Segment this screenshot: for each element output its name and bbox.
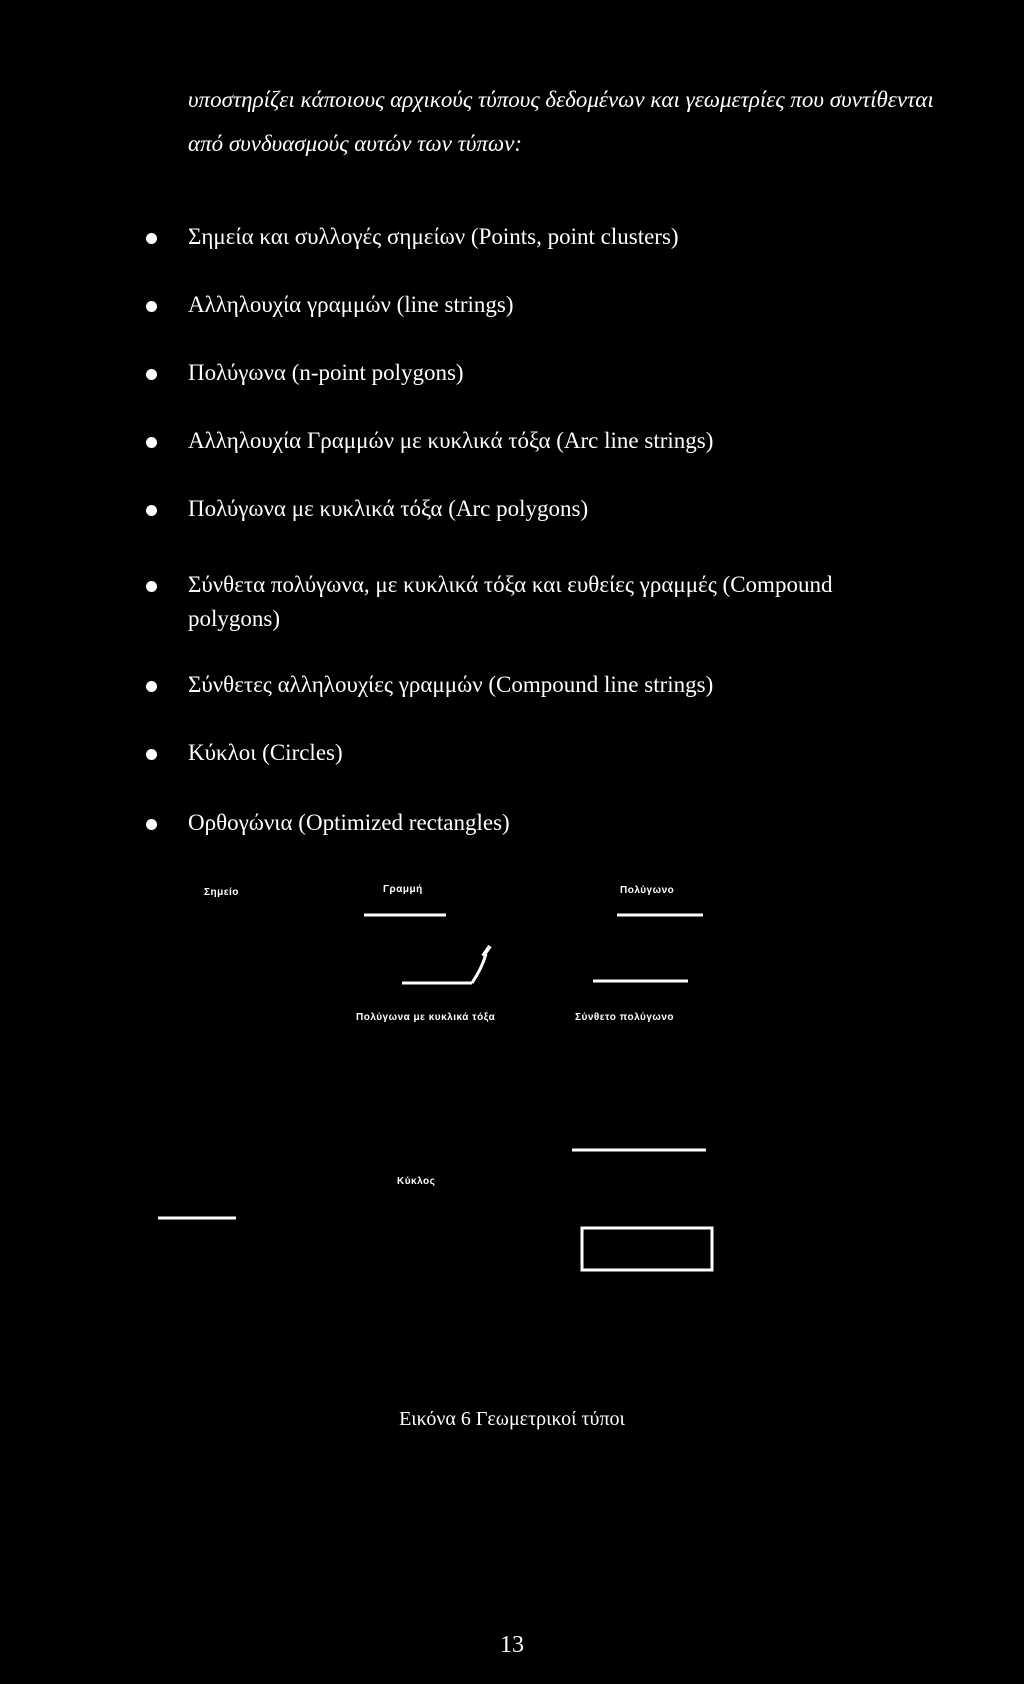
figure-caption: Εικόνα 6 Γεωμετρικοί τύποι [399, 1408, 625, 1430]
bullet-icon [146, 749, 157, 760]
geometry-figure [0, 880, 1024, 1280]
bullet-icon [146, 581, 157, 592]
label-point: Σημείο [204, 887, 239, 898]
bullet-icon [146, 681, 157, 692]
label-polygon: Πολύγωνο [620, 885, 675, 896]
bullet-icon [146, 437, 157, 448]
intro-paragraph: υποστηρίζει κάποιους αρχικούς τύπους δεδομένων και γεωμετρίες που συντίθενται από συνδυασμούς αυτών των τύπων: [188, 87, 934, 156]
bullet-icon [146, 233, 157, 244]
label-line: Γραμμή [383, 884, 423, 895]
bullet-icon [146, 369, 157, 380]
rectangle-shape [582, 1228, 712, 1270]
bullet-icon [146, 301, 157, 312]
label-circle: Κύκλος [397, 1176, 436, 1187]
label-compound-polygon: Σύνθετο πολύγωνο [575, 1012, 675, 1023]
bullet-icon [146, 505, 157, 516]
arc-line-shape [402, 946, 490, 983]
page-number: 13 [500, 1632, 524, 1658]
label-arc-polygon: Πολύγωνα με κυκλικά τόξα [356, 1012, 496, 1023]
bullet-icon [146, 819, 157, 830]
